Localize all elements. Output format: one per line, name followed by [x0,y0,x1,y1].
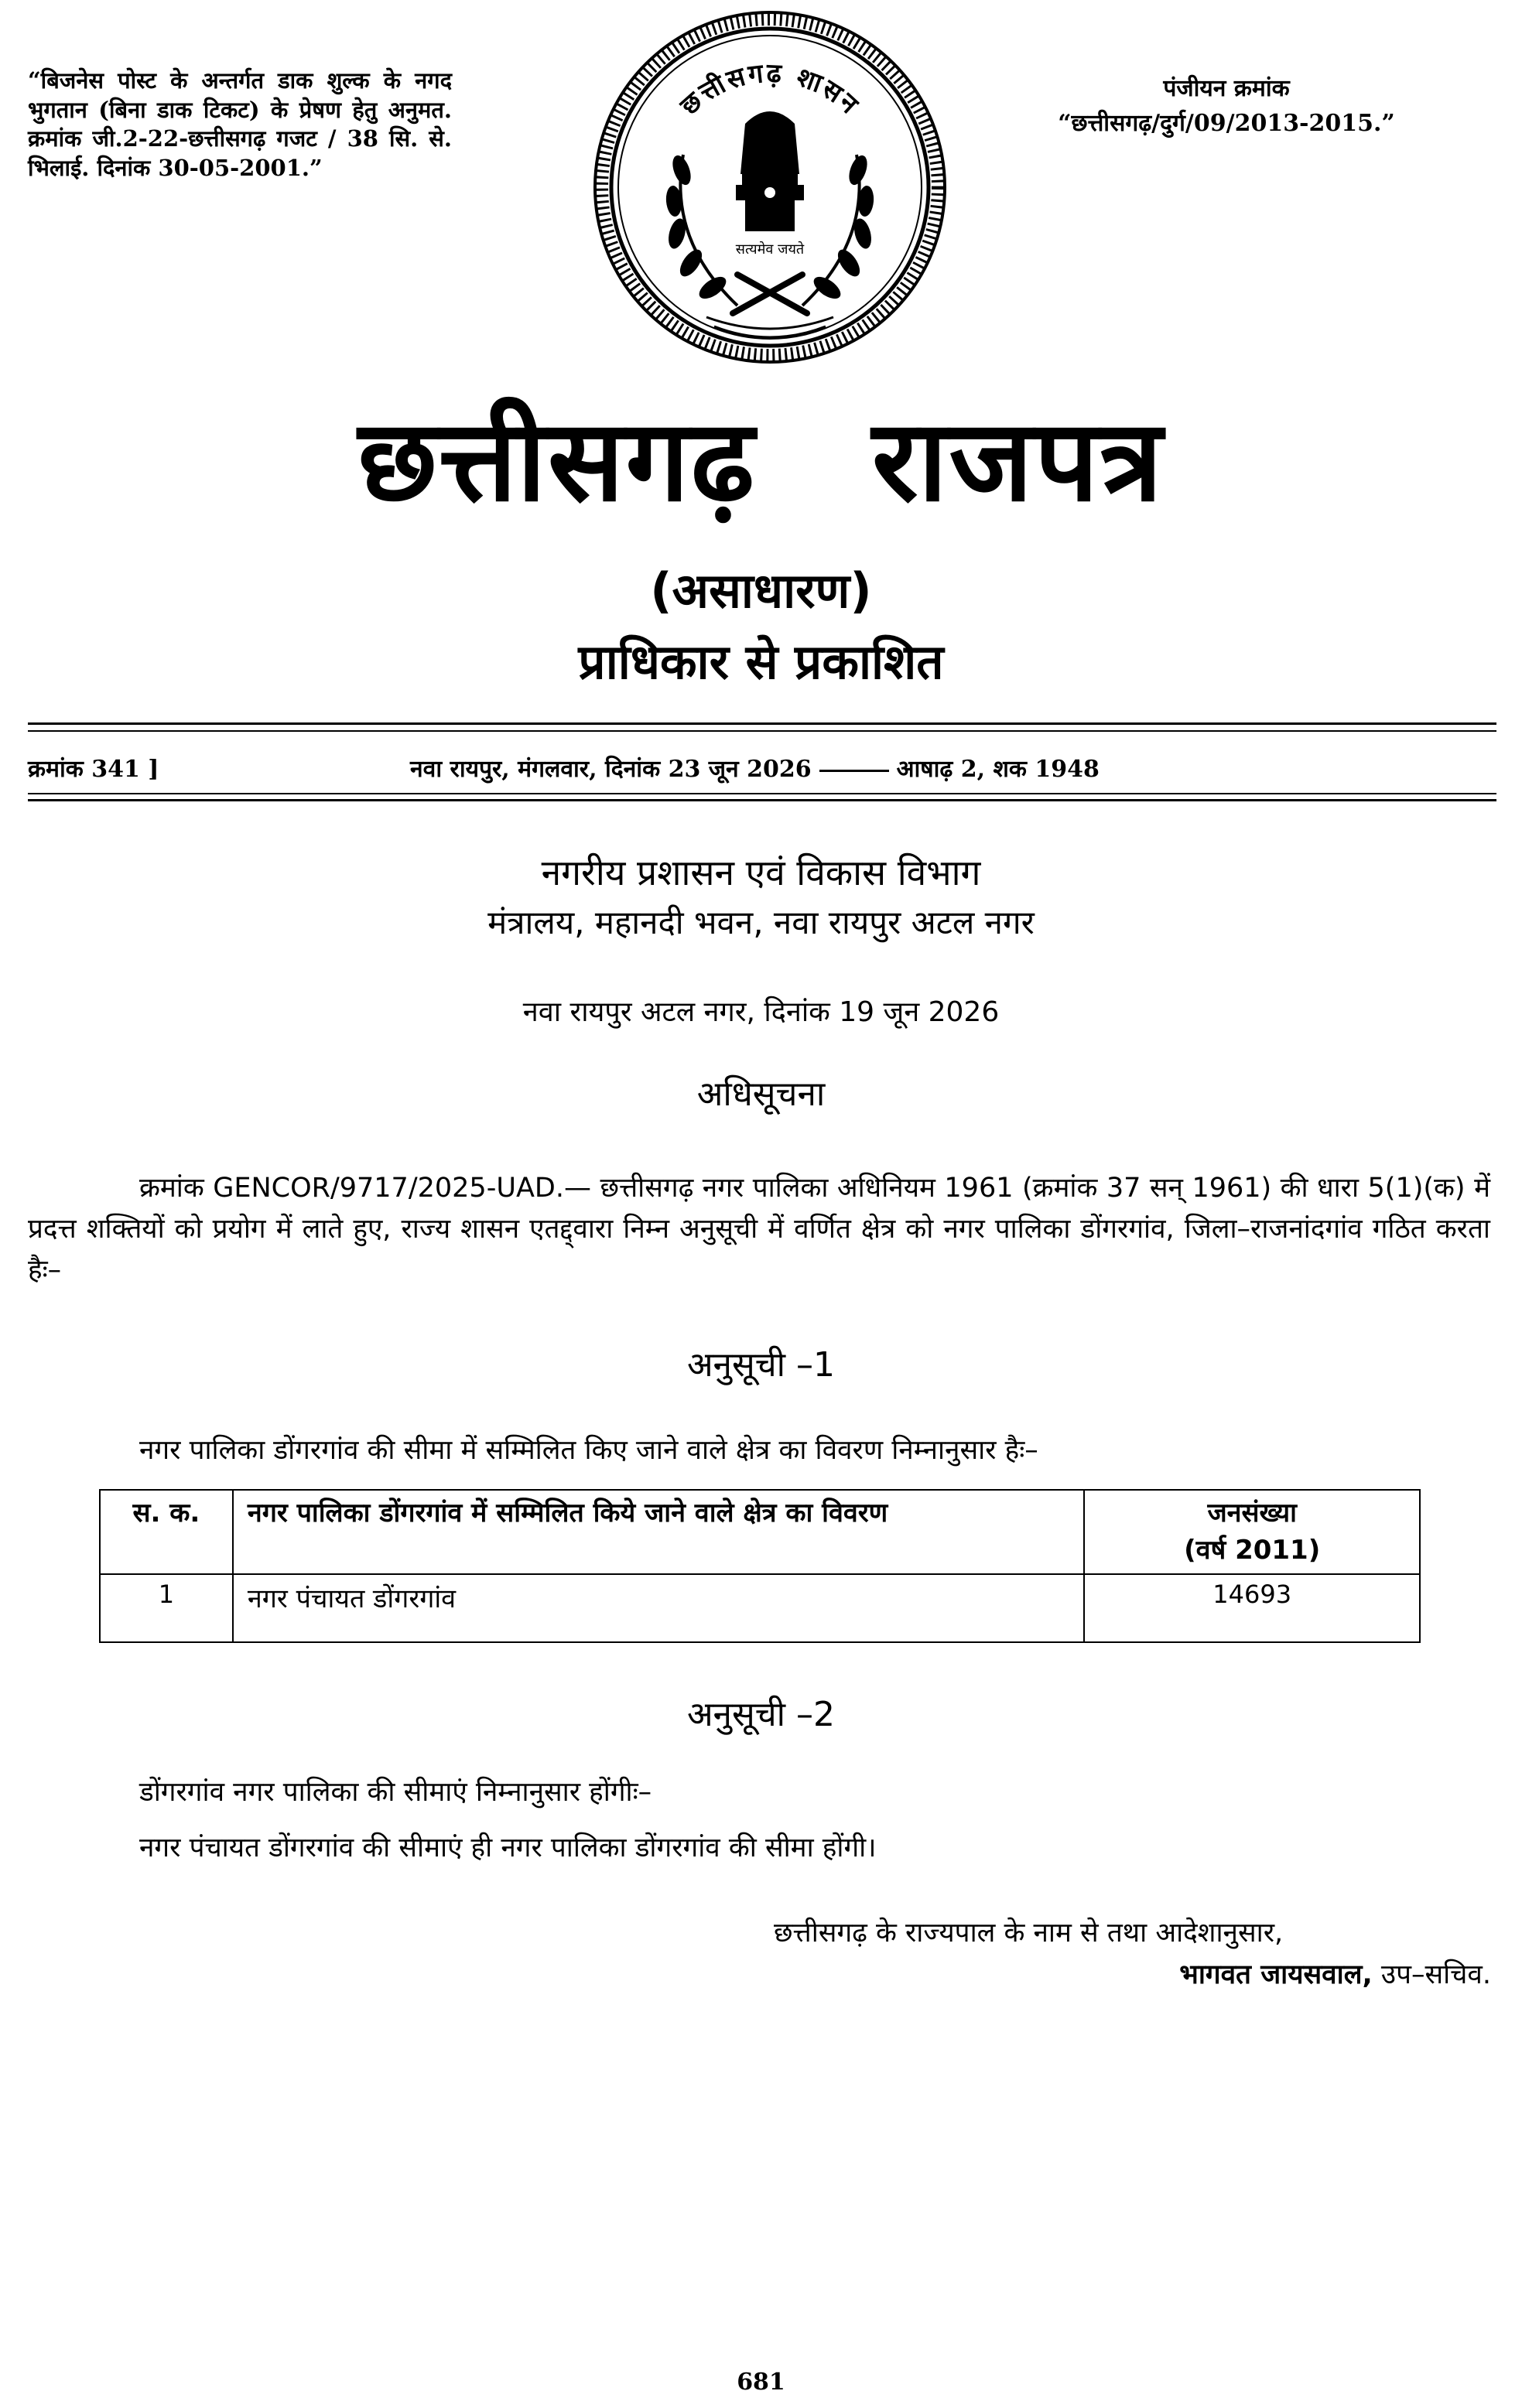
signatory-name: भागवत जायसवाल, [1179,1959,1373,1990]
signature-authority-line: छत्तीसगढ़ के राज्यपाल के नाम से तथा आदेशानुसार, [774,1918,1284,1949]
issue-dash [819,770,889,772]
authority-line: प्राधिकार से प्रकाशित [578,634,944,690]
notification-place-date: नवा रायपुर अटल नगर, दिनांक 19 जून 2026 [522,996,1000,1028]
schedule2-line1: डोंगरगांव नगर पालिका की सीमाएं निम्नानुसार होंगीः– [139,1777,652,1808]
column-header-serial: स. क. [100,1490,233,1574]
issue-number: क्रमांक 341 ] [28,756,159,783]
divider-top-1 [28,722,1496,725]
registration-number: “छत्तीसगढ़/दुर्ग/09/2013-2015.” [1058,110,1395,137]
gazette-title-part2: राजपत्र [871,395,1165,527]
schedule1-table [99,1489,1421,1643]
emblem-motto: सत्यमेव जयते [735,241,805,258]
divider-bottom-2 [28,799,1496,801]
department-name: नगरीय प्रशासन एवं विकास विभाग [541,852,981,893]
table-header-row [100,1490,1420,1574]
gazette-subtitle: (असाधारण) [650,562,872,619]
population-header-line2: (वर्ष 2011) [1184,1534,1321,1566]
issue-date-line [410,752,1100,784]
gazette-title [0,379,1522,533]
schedule2-title: अनुसूची –2 [686,1695,836,1734]
page-number: 681 [737,2369,785,2396]
issue-place-date: नवा रायपुर, मंगलवार, दिनांक 23 जून 2026 [410,756,812,783]
chhattisgarh-emblem-seal [590,8,950,364]
cell-serial: 1 [100,1574,233,1642]
gazette-title-part1: छत्तीसगढ़ [357,395,756,527]
postal-notice: “बिजनेस पोस्ट के अन्तर्गत डाक शुल्क के नगद भुगतान (बिना डाक टिकट) के प्रेषण हेतु अनुमत. क्रमांक जी.2-22-छत्तीसगढ़ गजट / 38 सि. से. भिलाई. दिनांक 30-05-2001.” [28,67,452,182]
issue-saka-date: आषाढ़ 2, शक 1948 [896,756,1100,783]
notification-title: अधिसूचना [696,1074,826,1114]
column-header-population [1084,1490,1420,1574]
divider-bottom-1 [28,793,1496,794]
schedule1-intro: नगर पालिका डोंगरगांव की सीमा में सम्मिलित किए जाने वाले क्षेत्र का विवरण निम्नानुसार हैः– [139,1435,1038,1466]
signatory-designation: उप–सचिव. [1380,1959,1491,1990]
table-row [100,1574,1420,1642]
emblem-ring-text: छत्तीसगढ़ शासन [674,57,866,122]
cell-population: 14693 [1084,1574,1420,1642]
column-header-description: नगर पालिका डोंगरगांव में सम्मिलित किये जाने वाले क्षेत्र का विवरण [233,1490,1085,1574]
notification-body: क्रमांक GENCOR/9717/2025-UAD.— छत्तीसगढ़ नगर पालिका अधिनियम 1961 (क्रमांक 37 सन् 1961) की धारा 5(1)(क) में प्रदत्त शक्तियों को प्रयोग में लाते हुए, राज्य शासन एतद्द्वारा निम्न अनुसूची में वर्णित क्षेत्र को नगर पालिका डोंगरगांव, जिला–राजनांदगांव गठित करता हैः– [28,1173,1490,1286]
schedule1-title: अनुसूची –1 [686,1345,836,1385]
registration-block [959,71,1493,141]
divider-top-2 [28,730,1496,732]
cell-description: नगर पंचायत डोंगरगांव [233,1574,1085,1642]
ministry-address: मंत्रालय, महानदी भवन, नवा रायपुर अटल नगर [487,903,1035,941]
signature-block [1179,1955,1491,1992]
registration-label: पंजीयन क्रमांक [1163,75,1290,102]
population-header-line1: जनसंख्या [1207,1498,1297,1528]
schedule2-line2: नगर पंचायत डोंगरगांव की सीमाएं ही नगर पालिका डोंगरगांव की सीमा होंगी। [139,1832,877,1863]
